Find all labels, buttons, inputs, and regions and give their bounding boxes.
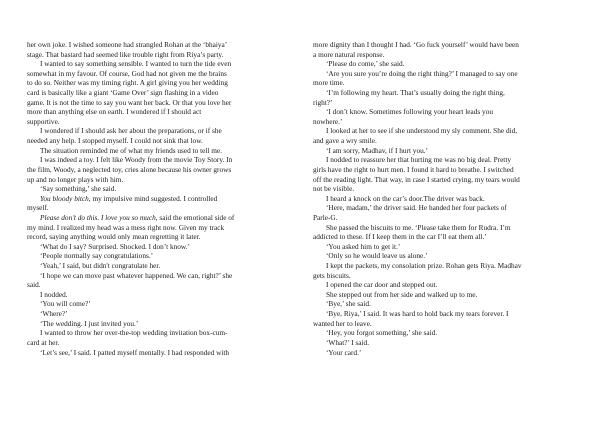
text-line: ‘Please do come,’ she said. [326, 59, 405, 69]
text-line: The situation reminded me of what my friends used to tell me. [40, 145, 222, 155]
text-line: ‘I am sorry, Madhav, if I hurt you.’ [326, 145, 428, 155]
text-line: ‘The wedding. I just invited you.’ [40, 318, 139, 328]
text-line: ‘Bye, Riya,’ I said. It was hard to hold back my tears forever. I [326, 309, 509, 319]
text-line: myself. [27, 203, 49, 213]
italic-text: You bloody bitch [40, 193, 89, 203]
text-line: I kept the packets, my consolation prize. Rohan gets Riya. Madhav [326, 261, 522, 271]
text-line: ‘You will come?’ [40, 299, 91, 309]
text-line: ‘What do I say? Surprised. Shocked. I don’t know.’ [40, 241, 190, 251]
text-line: up and no longer plays with him. [27, 174, 124, 184]
text-line: ‘Where?’ [40, 309, 68, 319]
text-line: She stepped out from her side and walked up to me. [326, 289, 478, 299]
text-line: ‘You asked him to get it.’ [326, 241, 401, 251]
text-line: record, saying anything would only mean regretting it later. [27, 232, 201, 242]
text-line: supportive. [27, 116, 60, 126]
text-line: off the reading light. That way, in case I started crying, my tears would [313, 174, 520, 184]
text-line [27, 213, 285, 223]
text-line: to do so. Neither was my timing right. A girl giving you her wedding [27, 78, 228, 88]
text-line: I opened the car door and stepped out. [326, 280, 438, 290]
text-line: I looked at her to see if she understood my sly comment. She did, [326, 126, 518, 136]
text-line: ‘Yeah,’ I said, but didn't congratulate her. [40, 261, 161, 271]
text-line: ‘I’m following my heart. That’s usually doing the right thing, [326, 88, 505, 98]
text-line: ‘Say something,’ she said. [40, 184, 117, 194]
text-line: I nodded to reassure her that hurting me was no big deal. Pretty [326, 155, 512, 165]
left-page-column [27, 40, 285, 357]
text-line: ‘I hope we can move past whatever happened. We can, right?’ she [40, 270, 233, 280]
text-line: the film, Woody, a neglected toy, cries alone because his owner grows [27, 164, 232, 174]
line-rest: , my impulsive mind suggested. I controlled [88, 193, 218, 203]
line-rest: , said the emotional side of [155, 212, 235, 222]
text-line: I wanted to throw her over-the-top wedding invitation box-cum- [40, 328, 228, 338]
text-line [27, 194, 285, 204]
text-line: I was indeed a toy. I felt like Woody from the movie Toy Story. In [40, 155, 233, 165]
text-line: ‘Are you sure you’re doing the right thing?’ I managed to say one [326, 68, 518, 78]
text-line: my mind. I realized my head was a mess right now. Given my track [27, 222, 225, 232]
text-line: right?’ [313, 97, 333, 107]
text-line: needed any help. I stopped myself. I could not sink that low. [27, 136, 203, 146]
text-line: card is basically like a giant ‘Game Over’ sign flashing in a video [27, 88, 219, 98]
text-line: I wanted to say something sensible. I wanted to turn the tide even [40, 59, 232, 69]
text-line: more than anything else on earth. I wondered if I should act [27, 107, 202, 117]
text-line: ‘I don’t know. Sometimes following your heart leads you [326, 107, 493, 117]
text-line: not be visible. [313, 184, 355, 194]
text-line: ‘Here, madam,’ the driver said. He handed her four packets of [326, 203, 507, 213]
text-line: ‘What?’ I said. [326, 337, 370, 347]
text-line: ‘Bye,’ she said. [326, 299, 371, 309]
right-page-column [313, 40, 572, 357]
text-line: ‘Only so he would leave us alone.’ [326, 251, 428, 261]
text-line: more dignity than I thought I had. ‘Go fuck yourself’ would have been [313, 40, 519, 49]
text-line: said. [27, 280, 41, 290]
text-line: more time. [313, 78, 345, 88]
text-line: game. It is not the time to say you want her back. Or that you love her [27, 97, 232, 107]
text-line: Parle-G. [313, 212, 338, 222]
text-line: gets biscuits. [313, 270, 351, 280]
text-line: ‘Hey, you forgot something,’ she said. [326, 328, 438, 338]
text-line: addicted to these. If I keep them in the car I’ll eat them all.’ [313, 232, 487, 242]
text-line: card at her. [27, 337, 60, 347]
text-line: stage. That bastard had seemed like trouble right from Riya’s party. [27, 49, 224, 59]
text-line: ‘Your card.’ [326, 347, 362, 357]
text-line: I nodded. [40, 289, 68, 299]
text-line: wanted her to leave. [313, 318, 372, 328]
text-line: ‘Let’s see,’ I said. I patted myself mentally. I had responded with [40, 347, 230, 357]
text-line: ‘People normally say congratulations.’ [40, 251, 154, 261]
text-line: girls have the right to hurt men. I found it hard to breathe. I switched [313, 164, 514, 174]
text-line: She passed the biscuits to me. ‘Please take them for Rudra. I’m [326, 222, 511, 232]
text-line: somewhat in my favour. Of course, God had not given me the brains [27, 68, 227, 78]
text-line: nowhere.’ [313, 116, 343, 126]
text-line: her own joke. I wished someone had strangled Rohan at the ‘bhaiya’ [27, 40, 228, 49]
text-line: I heard a knock on the car’s door.The driver was back. [326, 193, 485, 203]
text-line: a more natural response. [313, 49, 385, 59]
italic-text: Please don’t do this. I love you so much [40, 212, 156, 222]
text-line: I wondered if I should ask her about the preparations, or if she [40, 126, 222, 136]
text-line: and gave a wry smile. [313, 136, 377, 146]
